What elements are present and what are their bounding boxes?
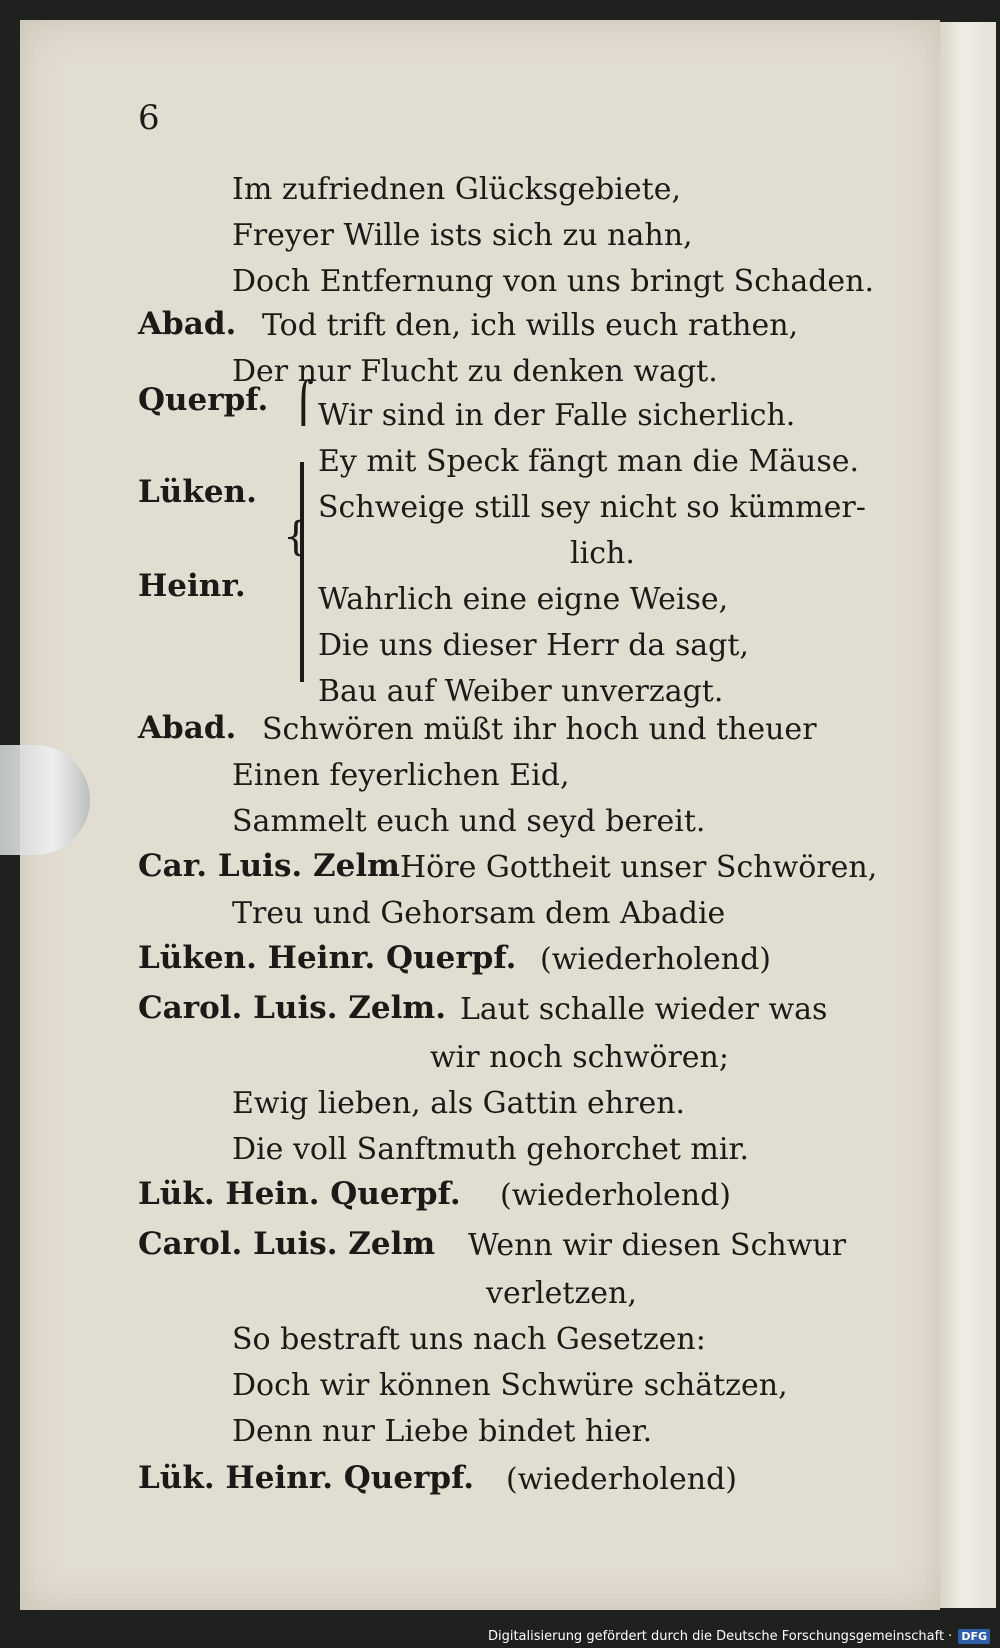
speaker-label: Abad. [138, 710, 237, 746]
verse-line: Der nur Flucht zu denken wagt. [232, 354, 718, 389]
verse-line: Einen feyerlichen Eid, [232, 758, 570, 793]
verse-line: Höre Gottheit unser Schwören, [400, 850, 878, 885]
verse-line: Doch wir können Schwüre schätzen, [232, 1368, 788, 1403]
verse-line: lich. [570, 536, 635, 571]
speaker-label: Lüken. Heinr. Querpf. [138, 940, 517, 976]
verse-line: So bestraft uns nach Gesetzen: [232, 1322, 706, 1357]
footer-text: Digitalisierung gefördert durch die Deutsche Forschungsgemeinschaft · [487, 1628, 953, 1644]
verse-line: Im zufriednen Glücksgebiete, [232, 172, 682, 207]
speaker-label: Car. Luis. Zelm [138, 848, 400, 884]
verse-line: wir noch schwören; [430, 1040, 729, 1075]
verse-line: Sammelt euch und seyd bereit. [232, 804, 706, 839]
verse-line: Doch Entfernung von uns bringt Schaden. [232, 264, 875, 299]
speaker-label: Lük. Hein. Querpf. [138, 1176, 461, 1212]
page-number: 6 [138, 98, 160, 138]
verse-line: Tod trift den, ich wills euch rathen, [262, 308, 799, 343]
verse-line: Wahrlich eine eigne Weise, [318, 582, 729, 617]
speaker-label: Lüken. [138, 474, 257, 510]
speaker-label: Lük. Heinr. Querpf. [138, 1460, 475, 1496]
verse-line: Ey mit Speck fängt man die Mäuse. [318, 444, 860, 479]
speaker-label: Querpf. [138, 382, 269, 418]
speaker-label: Carol. Luis. Zelm. [138, 990, 447, 1026]
verse-line: (wiederholend) [500, 1178, 731, 1213]
verse-line: Ewig lieben, als Gattin ehren. [232, 1086, 686, 1121]
verse-line: Freyer Wille ists sich zu nahn, [232, 218, 693, 253]
speaker-label: Abad. [138, 306, 237, 342]
brace-top: ⌠ [293, 380, 314, 426]
dfg-logo: DFG [958, 1629, 990, 1644]
verse-line: Schwören müßt ihr hoch und theuer [262, 712, 817, 747]
verse-line: Die voll Sanftmuth gehorchet mir. [232, 1132, 750, 1167]
brace-middle: { [283, 514, 309, 560]
verse-line: Wenn wir diesen Schwur [468, 1228, 847, 1263]
verse-line: verletzen, [486, 1276, 637, 1311]
verse-line: Laut schalle wieder was [460, 992, 828, 1027]
verse-line: Bau auf Weiber unverzagt. [318, 674, 724, 709]
verse-line: Denn nur Liebe bindet hier. [232, 1414, 653, 1449]
verse-line: (wiederholend) [540, 942, 771, 977]
digitization-footer [488, 1626, 990, 1646]
verse-line: (wiederholend) [506, 1462, 737, 1497]
speaker-label: Heinr. [138, 568, 246, 604]
speaker-label: Carol. Luis. Zelm [138, 1226, 436, 1262]
verse-line: Treu und Gehorsam dem Abadie [232, 896, 726, 931]
brace-bar [300, 462, 304, 682]
verse-line: Schweige still sey nicht so kümmer- [318, 490, 866, 525]
verse-line: Wir sind in der Falle sicherlich. [318, 398, 796, 433]
page-edge [940, 22, 996, 1608]
verse-line: Die uns dieser Herr da sagt, [318, 628, 749, 663]
